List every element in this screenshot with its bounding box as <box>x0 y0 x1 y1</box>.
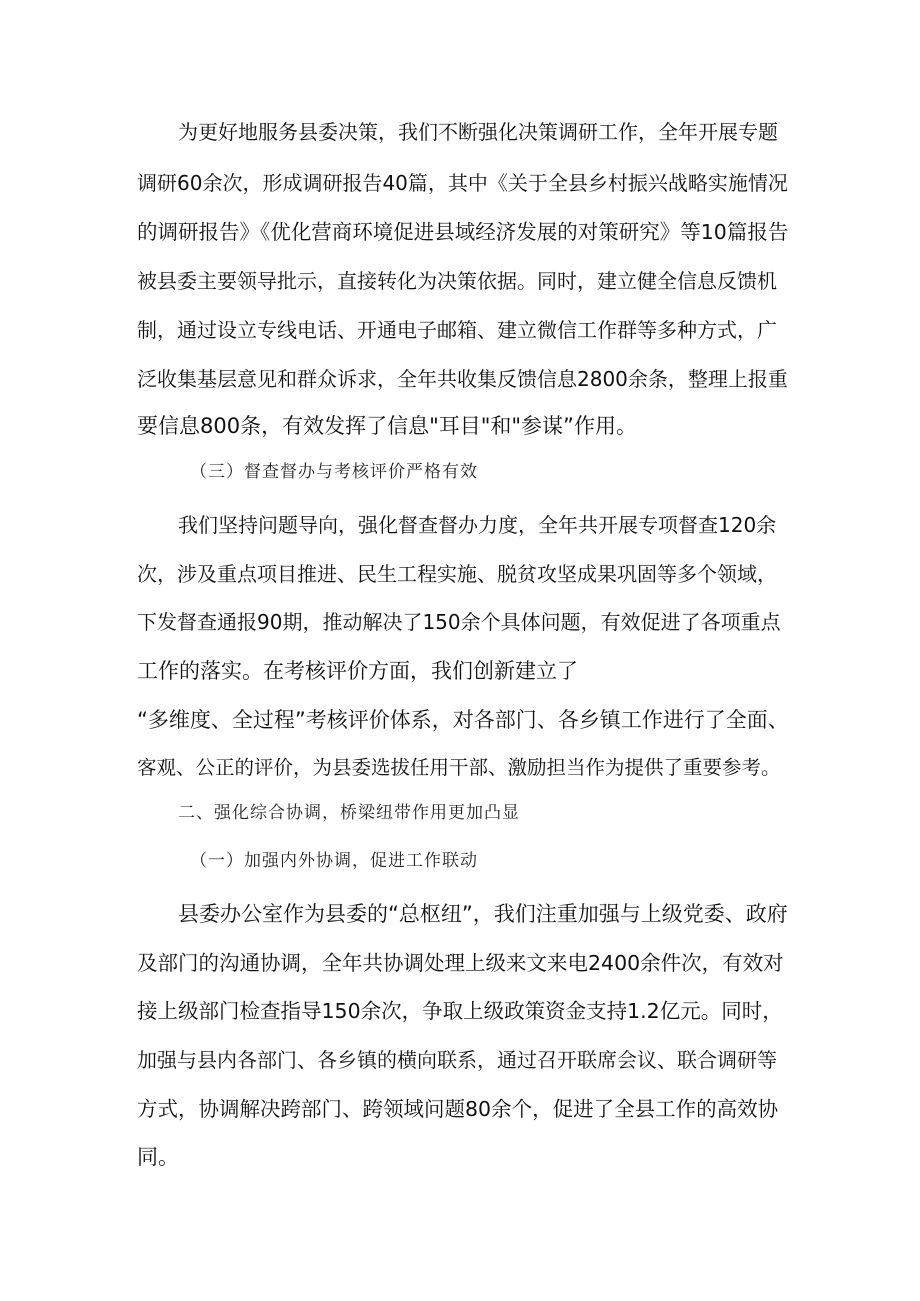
paragraph-line: 的调研报告》《优化营商环境促进县域经济发展的对策研究》等10篇报告 <box>137 220 789 244</box>
paragraph-line: 接上级部门检查指导150余次，争取上级政策资金支持1.2亿元。同时， <box>137 999 783 1023</box>
paragraph-line: 被县委主要领导批示，直接转化为决策依据。同时，建立健全信息反馈机 <box>137 269 777 293</box>
paragraph-line: 加强与县内各部门、各乡镇的横向联系，通过召开联席会议、联合调研等 <box>137 1048 777 1072</box>
paragraph-line: 泛收集基层意见和群众诉求，全年共收集反馈信息2800余条，整理上报重 <box>137 367 788 391</box>
paragraph-line: 我们坚持问题导向，强化督查督办力度，全年共开展专项督查120余 <box>178 513 777 537</box>
paragraph-line: 同。 <box>137 1145 179 1169</box>
paragraph-line: 工作的落实。在考核评价方面，我们创新建立了 <box>137 659 578 683</box>
paragraph-line: 次，涉及重点项目推进、民生工程实施、脱贫攻坚成果巩固等多个领域， <box>137 562 777 586</box>
paragraph-line: 及部门的沟通协调，全年共协调处理上级来文来电2400余件次，有效对 <box>137 951 784 975</box>
section-heading: （三）督查督办与考核评价严格有效 <box>190 462 478 482</box>
paragraph-line: 县委办公室作为县委的“总枢纽”，我们注重加强与上级党委、政府 <box>178 902 788 926</box>
paragraph-line: 客观、公正的评价，为县委选拔任用干部、激励担当作为提供了重要参考。 <box>137 756 781 779</box>
paragraph-line: 为更好地服务县委决策，我们不断强化决策调研工作，全年开展专题 <box>178 120 778 144</box>
paragraph-line: 制，通过设立专线电话、开通电子邮箱、建立微信工作群等多种方式，广 <box>137 318 777 342</box>
paragraph-line: 下发督查通报90期，推动解决了150余个具体问题，有效促进了各项重点 <box>137 610 781 634</box>
paragraph-line: 方式，协调解决跨部门、跨领域问题80余个，促进了全县工作的高效协 <box>137 1097 779 1121</box>
paragraph-line: 调研60余次，形成调研报告40篇，其中《关于全县乡村振兴战略实施情况 <box>137 171 788 195</box>
paragraph-line: 要信息800条，有效发挥了信息"耳目"和"参谋”作用。 <box>137 414 637 438</box>
paragraph-line: “多维度、全过程”考核评价体系，对各部门、各乡镇工作进行了全面、 <box>137 708 789 732</box>
section-heading: （一）加强内外协调，促进工作联动 <box>190 851 478 871</box>
chapter-heading: 二、强化综合协调，桥梁纽带作用更加凸显 <box>178 803 520 823</box>
